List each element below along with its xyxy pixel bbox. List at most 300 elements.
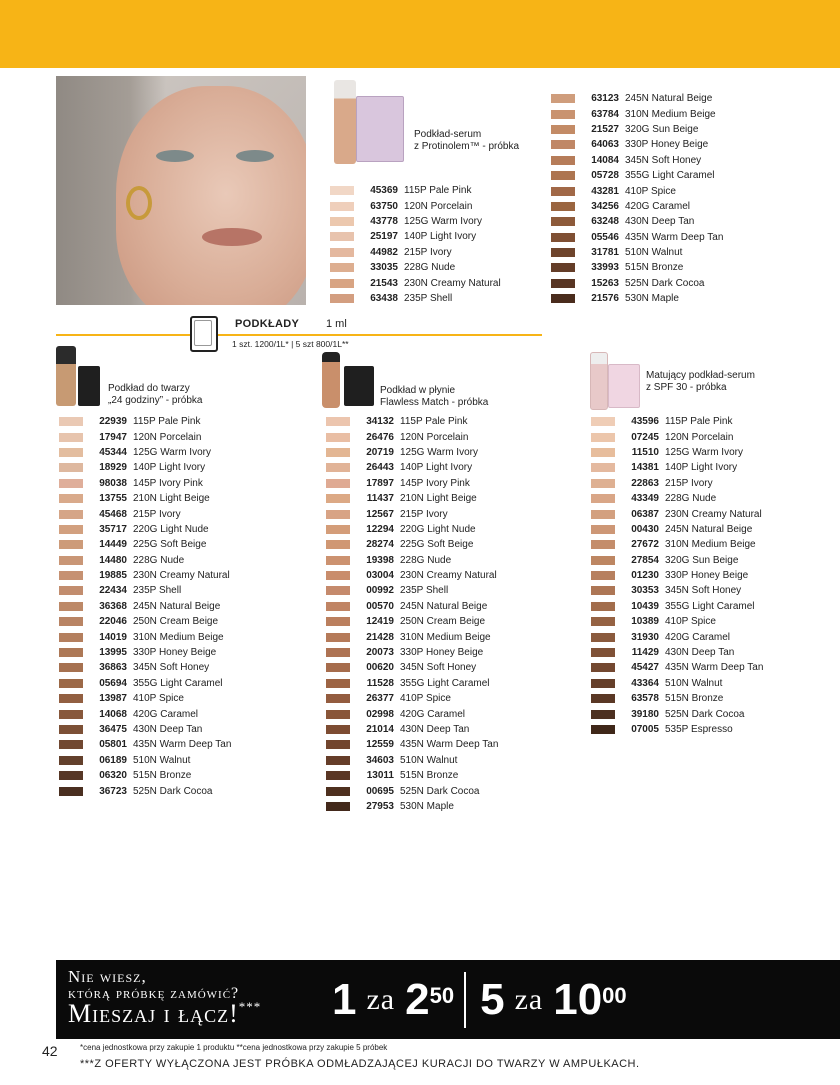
shade-name: 145P Ivory Pink: [400, 477, 470, 489]
shade-name: 215P Ivory: [665, 477, 713, 489]
shade-name: 210N Light Beige: [400, 493, 477, 505]
shade-name: 345N Soft Honey: [133, 662, 210, 674]
shade-row: [326, 568, 498, 583]
shade-code: 28274: [366, 539, 394, 551]
shade-row: [551, 122, 723, 137]
shade-row: [591, 691, 763, 706]
shade-swatch: [591, 463, 615, 472]
shade-swatch: [591, 602, 615, 611]
shade-swatch: [326, 525, 350, 534]
shade-swatch: [59, 725, 83, 734]
shade-row: [59, 629, 231, 644]
shade-swatch: [59, 417, 83, 426]
shade-swatch: [551, 233, 575, 242]
shade-code: 06387: [631, 508, 659, 520]
shade-row: [551, 183, 723, 198]
shade-name: 435N Warm Deep Tan: [625, 231, 724, 243]
shade-code: 98038: [99, 477, 127, 489]
shade-name: 525N Dark Cocoa: [625, 277, 705, 289]
shade-name: 430N Deep Tan: [665, 647, 735, 659]
shade-row: [59, 645, 231, 660]
shade-row: [326, 706, 498, 721]
shade-row: [591, 429, 763, 444]
shade-row: [326, 506, 498, 521]
shade-swatch: [326, 602, 350, 611]
shade-name: 420G Caramel: [133, 708, 199, 720]
shade-swatch: [59, 771, 83, 780]
shade-swatch: [326, 586, 350, 595]
shade-swatch: [59, 663, 83, 672]
shade-name: 345N Soft Honey: [400, 662, 477, 674]
shade-row: [330, 245, 501, 260]
shade-swatch: [551, 156, 575, 165]
shade-row: [326, 599, 498, 614]
shade-row: [591, 506, 763, 521]
shade-code: 00695: [366, 785, 394, 797]
shade-code: 00430: [631, 523, 659, 535]
shade-code: 63750: [370, 200, 398, 212]
shade-name: 250N Cream Beige: [133, 616, 219, 628]
shade-name: 530N Maple: [625, 293, 679, 305]
shade-row: [326, 445, 498, 460]
shade-name: 345N Soft Honey: [625, 154, 702, 166]
shade-name: 125G Warm Ivory: [400, 446, 478, 458]
shade-row: [59, 753, 231, 768]
shade-swatch: [551, 187, 575, 196]
shade-swatch: [59, 494, 83, 503]
shade-name: 410P Spice: [400, 693, 451, 705]
shade-row: [551, 91, 723, 106]
shade-code: 31781: [591, 247, 619, 259]
shade-name: 525N Dark Cocoa: [133, 785, 213, 797]
shade-code: 43364: [631, 677, 659, 689]
shade-row: [59, 722, 231, 737]
offer-qty-1: 1: [332, 975, 357, 1024]
shade-code: 64063: [591, 139, 619, 151]
shade-code: 12559: [366, 739, 394, 751]
shade-swatch: [59, 540, 83, 549]
shade-code: 33035: [370, 262, 398, 274]
shade-swatch: [326, 494, 350, 503]
shade-code: 05728: [591, 170, 619, 182]
shade-name: 510N Walnut: [133, 754, 191, 766]
shade-name: 245N Natural Beige: [400, 600, 488, 612]
shade-row: [551, 168, 723, 183]
shade-row: [59, 537, 231, 552]
shade-name: 228G Nude: [400, 554, 452, 566]
shade-name: 525N Dark Cocoa: [400, 785, 480, 797]
shade-row: [551, 153, 723, 168]
serum-shade-list-continued: [551, 91, 723, 306]
shade-swatch: [59, 740, 83, 749]
shade-name: 125G Warm Ivory: [404, 215, 482, 227]
shade-row: [591, 476, 763, 491]
section-unit-price: 1 szt. 1200/1L* | 5 szt 800/1L**: [232, 339, 349, 349]
shade-name: 420G Caramel: [625, 200, 691, 212]
shade-code: 36723: [99, 785, 127, 797]
shade-swatch: [326, 787, 350, 796]
shade-row: [591, 491, 763, 506]
shade-swatch: [326, 740, 350, 749]
shade-row: [330, 291, 501, 306]
shade-code: 26443: [366, 462, 394, 474]
shade-row: [330, 260, 501, 275]
shade-row: [59, 476, 231, 491]
shade-swatch: [59, 571, 83, 580]
shade-swatch: [591, 540, 615, 549]
shade-swatch: [591, 494, 615, 503]
shade-name: 410P Spice: [625, 185, 676, 197]
shade-swatch: [591, 586, 615, 595]
shade-code: 36863: [99, 662, 127, 674]
shade-name: 515N Bronze: [625, 262, 684, 274]
shade-swatch: [591, 710, 615, 719]
shade-code: 19398: [366, 554, 394, 566]
shade-code: 43778: [370, 215, 398, 227]
flawless-match-product-image: [322, 352, 377, 408]
matte-serum-caption: Matujący podkład-serum z SPF 30 - próbka: [646, 370, 755, 393]
footnote-prices: *cena jednostkowa przy zakupie 1 produktu **cena jednostkowa przy zakupie 5 próbek: [80, 1043, 388, 1052]
shade-code: 14068: [99, 708, 127, 720]
shade-swatch: [59, 556, 83, 565]
shade-row: [591, 645, 763, 660]
shade-name: 355G Light Caramel: [665, 600, 755, 612]
shade-code: 14449: [99, 539, 127, 551]
shade-name: 245N Natural Beige: [665, 523, 753, 535]
section-divider: [56, 334, 542, 336]
shade-code: 45369: [370, 185, 398, 197]
shade-code: 63578: [631, 693, 659, 705]
shade-code: 05694: [99, 677, 127, 689]
shade-row: [591, 553, 763, 568]
shade-row: [326, 783, 498, 798]
shade-name: 355G Light Caramel: [133, 677, 223, 689]
shade-name: 215P Ivory: [404, 246, 452, 258]
shade-code: 26476: [366, 431, 394, 443]
shade-code: 13011: [366, 770, 394, 782]
shade-name: 250N Cream Beige: [400, 616, 486, 628]
shade-swatch: [326, 694, 350, 703]
shade-row: [326, 583, 498, 598]
shade-name: 228G Nude: [404, 262, 456, 274]
shade-name: 115P Pale Pink: [400, 416, 468, 428]
shade-name: 330P Honey Beige: [625, 139, 709, 151]
shade-name: 145P Ivory Pink: [133, 477, 203, 489]
shade-row: [551, 214, 723, 229]
shade-swatch: [551, 110, 575, 119]
shade-name: 435N Warm Deep Tan: [133, 739, 232, 751]
shade-row: [59, 460, 231, 475]
shade-code: 21543: [370, 277, 398, 289]
shade-swatch: [59, 679, 83, 688]
shade-row: [591, 599, 763, 614]
shade-swatch: [551, 263, 575, 272]
offer-price-1: 2: [405, 975, 430, 1024]
shade-name: 345N Soft Honey: [665, 585, 742, 597]
shade-swatch: [551, 294, 575, 303]
shade-name: 120N Porcelain: [133, 431, 202, 443]
shade-name: 430N Deep Tan: [400, 724, 470, 735]
shade-swatch: [551, 140, 575, 149]
shade-name: 235P Shell: [404, 292, 453, 304]
shade-swatch: [330, 186, 354, 195]
shade-row: [326, 414, 498, 429]
sample-sachet-icon: [190, 316, 218, 352]
shade-swatch: [59, 710, 83, 719]
shade-code: 27854: [631, 554, 659, 566]
shade-row: [326, 737, 498, 752]
shade-swatch: [59, 648, 83, 657]
shade-name: 510N Walnut: [665, 677, 723, 689]
shade-swatch: [591, 663, 615, 672]
shade-name: 525N Dark Cocoa: [665, 708, 745, 720]
shade-name: 310N Medium Beige: [133, 631, 224, 643]
shade-row: [59, 599, 231, 614]
shade-row: [326, 799, 498, 814]
shade-code: 21527: [591, 123, 619, 135]
shade-swatch: [59, 479, 83, 488]
offer-price-1-cents: 50: [429, 983, 455, 1008]
shade-row: [330, 214, 501, 229]
shade-swatch: [326, 510, 350, 519]
shade-name: 140P Light Ivory: [400, 462, 473, 474]
shade-swatch: [59, 433, 83, 442]
shade-swatch: [551, 248, 575, 257]
shade-swatch: [326, 463, 350, 472]
shade-row: [591, 722, 763, 737]
shade-row: [59, 768, 231, 783]
shade-row: [326, 476, 498, 491]
shade-code: 45427: [631, 662, 659, 674]
shade-code: 63123: [591, 93, 619, 105]
shade-swatch: [591, 479, 615, 488]
shade-code: 45344: [99, 446, 127, 458]
shade-swatch: [591, 694, 615, 703]
top-accent-bar: [0, 0, 840, 68]
shade-swatch: [59, 617, 83, 626]
shade-name: 115P Pale Pink: [133, 416, 201, 428]
shade-name: 515N Bronze: [400, 770, 459, 782]
section-size: 1 ml: [326, 318, 347, 330]
shade-code: 43349: [631, 493, 659, 505]
shade-swatch: [330, 217, 354, 226]
shade-name: 230N Creamy Natural: [400, 570, 497, 582]
shade-name: 225G Soft Beige: [400, 539, 474, 551]
shade-name: 230N Creamy Natural: [133, 570, 230, 582]
shade-swatch: [59, 787, 83, 796]
shade-row: [551, 245, 723, 260]
banner-offer: [332, 972, 627, 1028]
shade-row: [326, 660, 498, 675]
shade-name: 228G Nude: [133, 554, 185, 566]
shade-code: 27672: [631, 539, 659, 551]
shade-code: 15263: [591, 277, 619, 289]
shade-code: 06189: [99, 754, 127, 766]
shade-name: 435N Warm Deep Tan: [400, 739, 499, 751]
shade-row: [326, 753, 498, 768]
shade-name: 330P Honey Beige: [665, 570, 749, 582]
shade-swatch: [326, 771, 350, 780]
shade-code: 21014: [366, 724, 394, 735]
shade-name: 310N Medium Beige: [625, 108, 716, 120]
shade-name: 435N Warm Deep Tan: [665, 662, 764, 674]
shade-row: [326, 537, 498, 552]
shade-row: [326, 460, 498, 475]
shade-name: 235P Shell: [400, 585, 449, 597]
shade-swatch: [591, 417, 615, 426]
shade-name: 140P Light Ivory: [665, 462, 738, 474]
foundation-24h-product-image: [56, 346, 106, 406]
shade-name: 125G Warm Ivory: [133, 446, 211, 458]
shade-swatch: [326, 540, 350, 549]
shade-name: 125G Warm Ivory: [665, 446, 743, 458]
offer-qty-5: 5: [480, 975, 505, 1024]
shade-code: 13987: [99, 693, 127, 705]
shade-row: [591, 445, 763, 460]
shade-code: 36368: [99, 600, 127, 612]
shade-row: [59, 553, 231, 568]
banner-question-line1: Nie wiesz,: [68, 967, 147, 986]
shade-code: 10389: [631, 616, 659, 628]
shade-row: [591, 537, 763, 552]
shade-code: 45468: [99, 508, 127, 520]
shade-code: 22046: [99, 616, 127, 628]
shade-name: 220G Light Nude: [133, 523, 209, 535]
shade-row: [591, 676, 763, 691]
shade-row: [330, 198, 501, 213]
shade-code: 05801: [99, 739, 127, 751]
shade-code: 25197: [370, 231, 398, 243]
shade-row: [591, 414, 763, 429]
shade-code: 00570: [366, 600, 394, 612]
shade-code: 07005: [631, 724, 659, 735]
shade-row: [59, 660, 231, 675]
shade-code: 20719: [366, 446, 394, 458]
shade-code: 20073: [366, 647, 394, 659]
shade-row: [59, 691, 231, 706]
shade-swatch: [591, 571, 615, 580]
shade-code: 13995: [99, 647, 127, 659]
shade-swatch: [59, 586, 83, 595]
shade-name: 220G Light Nude: [400, 523, 476, 535]
shade-swatch: [59, 694, 83, 703]
shade-row: [591, 706, 763, 721]
shade-row: [326, 676, 498, 691]
shade-row: [59, 429, 231, 444]
shade-name: 310N Medium Beige: [400, 631, 491, 643]
shade-row: [59, 706, 231, 721]
shade-code: 05546: [591, 231, 619, 243]
shade-code: 02998: [366, 708, 394, 720]
shade-swatch: [326, 648, 350, 657]
offer-za-2: za: [514, 983, 544, 1016]
shade-swatch: [326, 479, 350, 488]
shade-code: 10439: [631, 600, 659, 612]
shade-swatch: [59, 525, 83, 534]
shade-name: 320G Sun Beige: [665, 554, 739, 566]
shade-swatch: [591, 448, 615, 457]
shade-code: 06320: [99, 770, 127, 782]
shade-row: [551, 137, 723, 152]
shade-row: [59, 614, 231, 629]
shade-row: [551, 276, 723, 291]
shade-code: 11510: [631, 446, 659, 458]
shade-swatch: [326, 571, 350, 580]
shade-code: 35717: [99, 523, 127, 535]
serum-caption: Podkład-serum z Protinolem™ - próbka: [414, 129, 520, 152]
shade-swatch: [591, 679, 615, 688]
shade-row: [59, 491, 231, 506]
shade-row: [591, 568, 763, 583]
shade-row: [591, 522, 763, 537]
shade-code: 39180: [631, 708, 659, 720]
shade-name: 420G Caramel: [400, 708, 466, 720]
shade-code: 17947: [99, 431, 127, 443]
shade-row: [551, 230, 723, 245]
shade-code: 34603: [366, 754, 394, 766]
shade-name: 410P Spice: [133, 693, 184, 705]
shade-name: 355G Light Caramel: [625, 170, 715, 182]
shade-swatch: [59, 510, 83, 519]
shade-name: 430N Deep Tan: [133, 724, 203, 735]
shade-row: [59, 737, 231, 752]
shade-swatch: [326, 679, 350, 688]
shade-row: [591, 629, 763, 644]
shade-name: 235P Shell: [133, 585, 182, 597]
shade-name: 510N Walnut: [400, 754, 458, 766]
shade-name: 245N Natural Beige: [133, 600, 221, 612]
foundation-24h-caption: Podkład do twarzy „24 godziny” - próbka: [108, 383, 203, 406]
shade-row: [59, 583, 231, 598]
shade-swatch: [591, 525, 615, 534]
shade-code: 13755: [99, 493, 127, 505]
shade-name: 210N Light Beige: [133, 493, 210, 505]
shade-code: 43281: [591, 185, 619, 197]
shade-swatch: [330, 263, 354, 272]
shade-code: 26377: [366, 693, 394, 705]
shade-name: 320G Sun Beige: [625, 123, 699, 135]
shade-name: 230N Creamy Natural: [404, 277, 501, 289]
shade-swatch: [591, 648, 615, 657]
footnote-exclusion: ***Z OFERTY WYŁĄCZONA JEST PRÓBKA ODMŁADZAJĄCEJ KURACJI DO TWARZY W AMPUŁKACH.: [80, 1058, 640, 1070]
shade-swatch: [330, 248, 354, 257]
shade-row: [59, 783, 231, 798]
shade-code: 17897: [366, 477, 394, 489]
shade-swatch: [551, 202, 575, 211]
shade-code: 43596: [631, 416, 659, 428]
shade-swatch: [326, 448, 350, 457]
shade-name: 225G Soft Beige: [133, 539, 207, 551]
shade-row: [59, 445, 231, 460]
matte-serum-product-image: [590, 352, 642, 408]
shade-name: 115P Pale Pink: [404, 185, 472, 197]
shade-name: 115P Pale Pink: [665, 416, 733, 428]
shade-code: 22939: [99, 416, 127, 428]
shade-swatch: [326, 633, 350, 642]
shade-name: 510N Walnut: [625, 247, 683, 259]
shade-swatch: [326, 756, 350, 765]
shade-swatch: [551, 94, 575, 103]
shade-code: 63438: [370, 292, 398, 304]
shade-row: [551, 291, 723, 306]
shade-code: 63784: [591, 108, 619, 120]
offer-price-2: 10: [553, 975, 603, 1024]
shade-swatch: [591, 510, 615, 519]
shade-row: [551, 260, 723, 275]
shade-code: 14381: [631, 462, 659, 474]
shade-swatch: [330, 279, 354, 288]
shade-code: 21428: [366, 631, 394, 643]
